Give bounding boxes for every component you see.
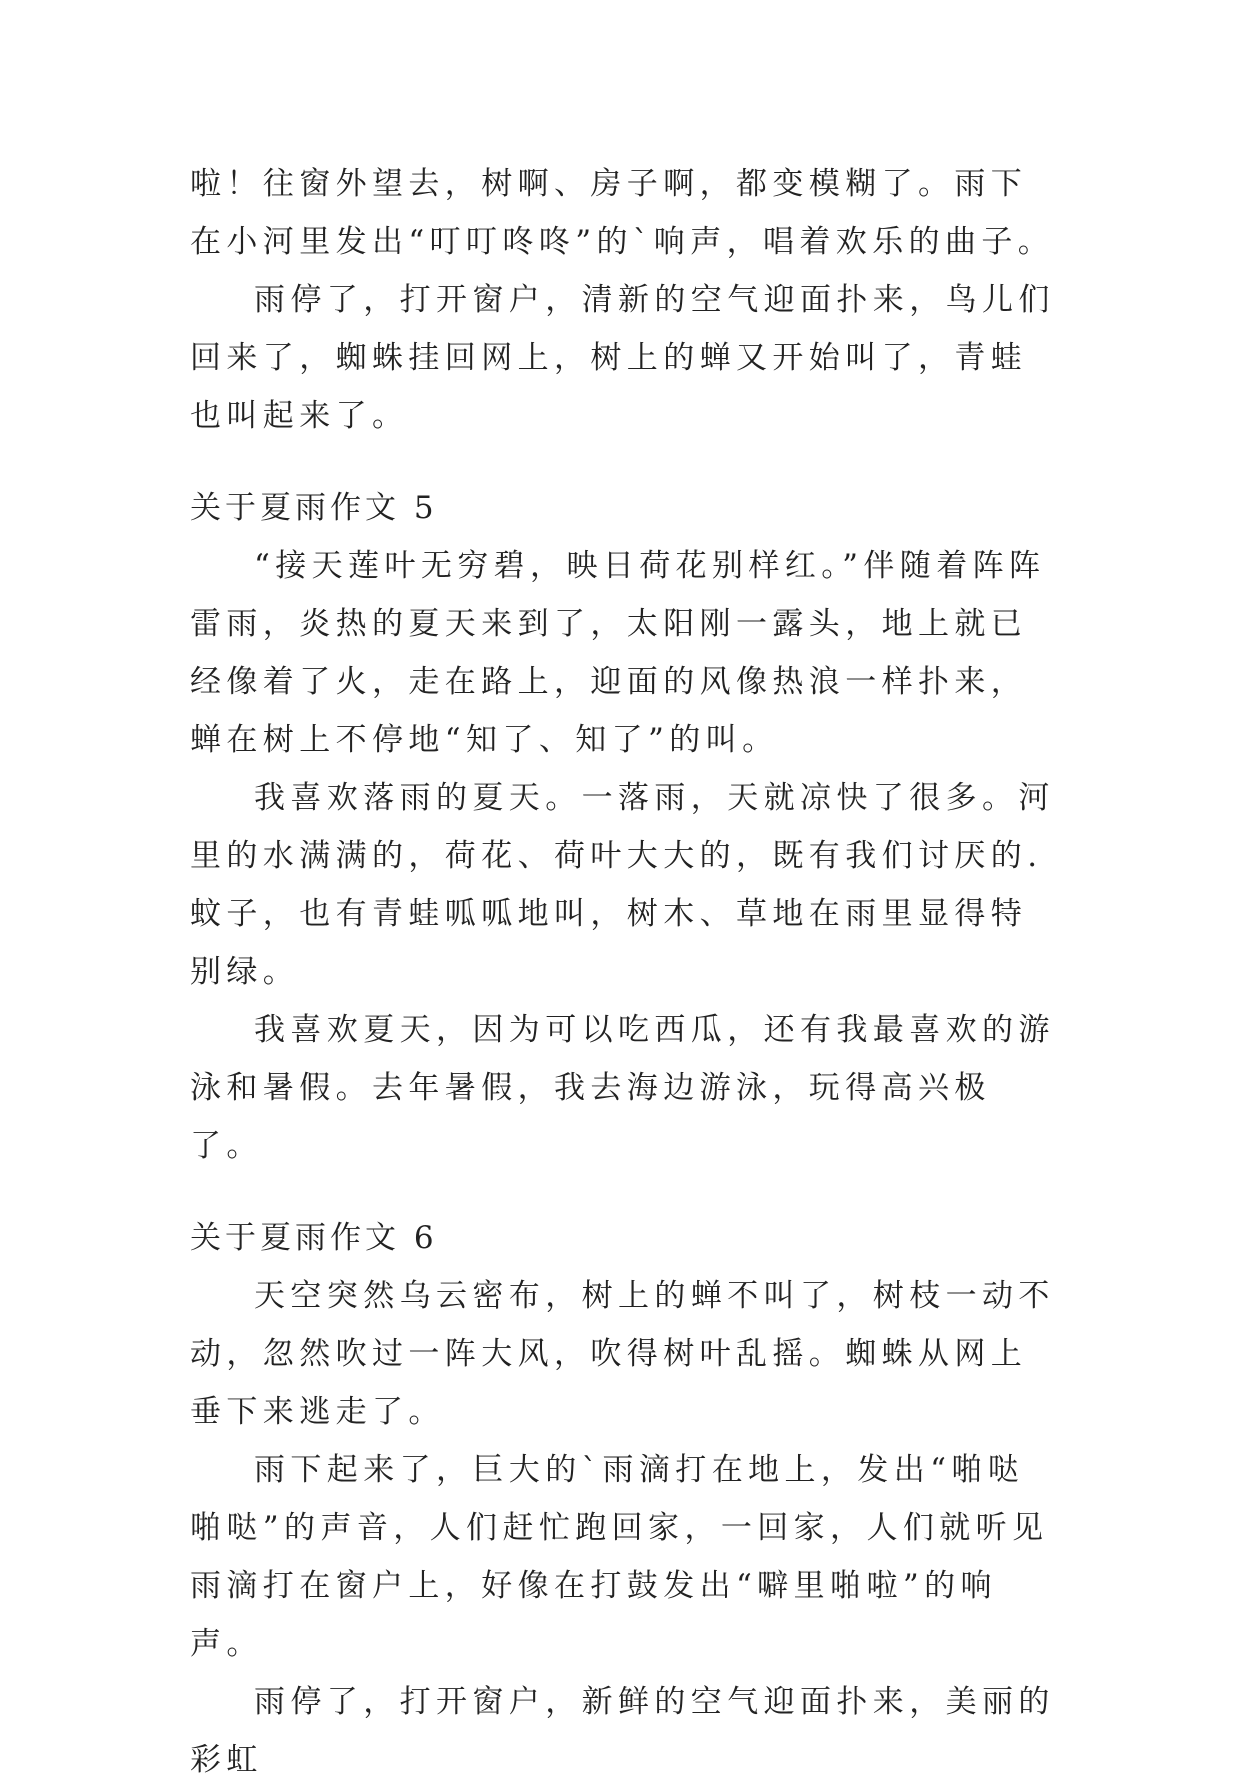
paragraph-clouds-gather: 天空突然乌云密布，树上的蝉不叫了，树枝一动不动，忽然吹过一阵大风，吹得树叶乱摇。蜘蛛从网上垂下来逃走了。 [190,1278,1055,1430]
paragraph-summer-poem: “接天莲叶无穷碧，映日荷花别样红。”伴随着阵阵雷雨，炎热的夏天来到了，太阳刚一露头，地上就已经像着了火，走在路上，迎面的风像热浪一样扑来，蝉在树上不停地“知了、知了”的叫。 [190,548,1046,758]
paragraph-raindrops: 雨下起来了，巨大的`雨滴打在地上，发出“啪哒啪哒”的声音，人们赶忙跑回家，一回家，人们就听见雨滴打在窗户上，好像在打鼓发出“噼里啪啦”的响声。 [190,1452,1049,1662]
section-gap [190,445,1060,479]
section-gap [190,1175,1060,1209]
paragraph-after-rain: 雨停了，打开窗户，新鲜的空气迎面扑来，美丽的彩虹 [190,1684,1055,1778]
paragraph-summer-likes: 我喜欢夏天，因为可以吃西瓜，还有我最喜欢的游泳和暑假。去年暑假，我去海边游泳，玩得高兴极了。 [190,1012,1055,1164]
document-body [190,155,1060,1789]
paragraph-rain-continuation: 啦！往窗外望去，树啊、房子啊，都变模糊了。雨下在小河里发出“叮叮咚咚”的`响声，唱着欢乐的曲子。 [190,166,1055,260]
paragraph-rainy-summer: 我喜欢落雨的夏天。一落雨，天就凉快了很多。河里的水满满的，荷花、荷叶大大的，既有我们讨厌的.蚊子，也有青蛙呱呱地叫，树木、草地在雨里显得特别绿。 [190,780,1055,990]
paragraph-rain-stopped: 雨停了，打开窗户，清新的空气迎面扑来，鸟儿们回来了，蜘蛛挂回网上，树上的蝉又开始叫了，青蛙也叫起来了。 [190,282,1055,434]
section-heading-6: 关于夏雨作文 6 [190,1220,438,1256]
section-heading-5: 关于夏雨作文 5 [190,490,438,526]
